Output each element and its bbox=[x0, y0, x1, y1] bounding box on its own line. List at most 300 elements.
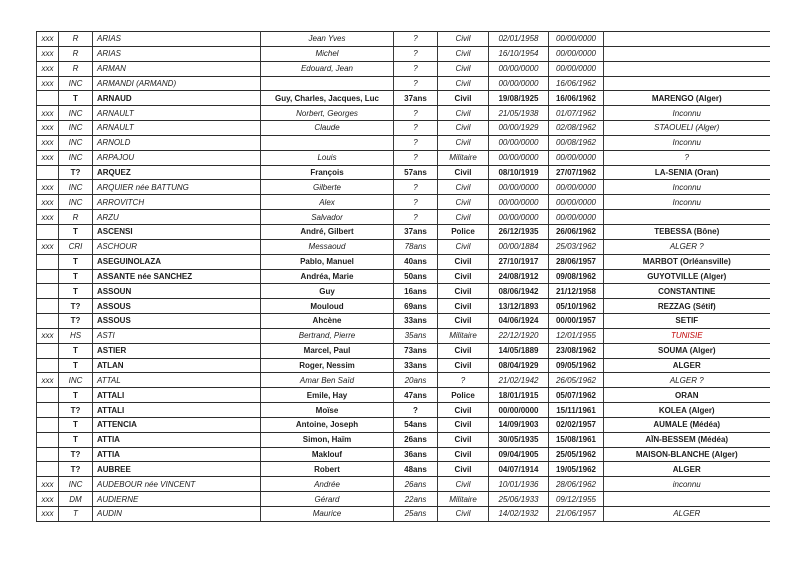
cell-flag bbox=[37, 284, 59, 299]
cell-death: 26/06/1962 bbox=[549, 224, 604, 239]
cell-place: TUNISIE bbox=[604, 328, 770, 343]
cell-flag: xxx bbox=[37, 477, 59, 492]
table-row bbox=[37, 254, 770, 269]
cell-flag bbox=[37, 91, 59, 106]
cell-status: R bbox=[59, 32, 93, 47]
cell-birth: 27/10/1917 bbox=[489, 254, 549, 269]
cell-death: 09/08/1962 bbox=[549, 269, 604, 284]
table-row bbox=[37, 224, 770, 239]
cell-birth: 02/01/1958 bbox=[489, 32, 549, 47]
cell-flag bbox=[37, 299, 59, 314]
cell-surname: ATTAL bbox=[93, 373, 261, 388]
cell-place bbox=[604, 210, 770, 225]
table-row bbox=[37, 135, 770, 150]
cell-birth: 21/05/1938 bbox=[489, 106, 549, 121]
cell-age: 37ans bbox=[394, 224, 438, 239]
cell-death: 09/05/1962 bbox=[549, 358, 604, 373]
cell-age: 36ans bbox=[394, 447, 438, 462]
cell-status: T bbox=[59, 432, 93, 447]
table-row bbox=[37, 46, 770, 61]
table-row bbox=[37, 462, 770, 477]
cell-firstname: Mouloud bbox=[261, 299, 394, 314]
cell-birth: 08/04/1929 bbox=[489, 358, 549, 373]
cell-status: CRI bbox=[59, 239, 93, 254]
table-row bbox=[37, 358, 770, 373]
cell-place: Inconnu bbox=[604, 180, 770, 195]
table-row bbox=[37, 284, 770, 299]
cell-place: SOUMA (Alger) bbox=[604, 343, 770, 358]
cell-surname: AUDEBOUR née VINCENT bbox=[93, 477, 261, 492]
cell-category: Civil bbox=[438, 314, 489, 329]
cell-category: Civil bbox=[438, 462, 489, 477]
cell-category: Civil bbox=[438, 343, 489, 358]
cell-firstname: Jean Yves bbox=[261, 32, 394, 47]
cell-status: T bbox=[59, 284, 93, 299]
table-row bbox=[37, 61, 770, 76]
cell-surname: ARQUEZ bbox=[93, 165, 261, 180]
cell-birth: 00/00/1929 bbox=[489, 121, 549, 136]
cell-surname: ASEGUINOLAZA bbox=[93, 254, 261, 269]
cell-age: 48ans bbox=[394, 462, 438, 477]
cell-surname: ASSOUS bbox=[93, 314, 261, 329]
table-row bbox=[37, 343, 770, 358]
cell-firstname: Alex bbox=[261, 195, 394, 210]
cell-place: STAOUELI (Alger) bbox=[604, 121, 770, 136]
cell-birth: 08/10/1919 bbox=[489, 165, 549, 180]
table-row bbox=[37, 328, 770, 343]
cell-birth: 14/09/1903 bbox=[489, 417, 549, 432]
cell-firstname: Claude bbox=[261, 121, 394, 136]
cell-flag: xxx bbox=[37, 180, 59, 195]
cell-firstname: Maurice bbox=[261, 507, 394, 522]
cell-category: Civil bbox=[438, 284, 489, 299]
cell-firstname: Gilberte bbox=[261, 180, 394, 195]
cell-firstname: Salvador bbox=[261, 210, 394, 225]
cell-status: INC bbox=[59, 121, 93, 136]
cell-death: 16/06/1962 bbox=[549, 76, 604, 91]
cell-flag: xxx bbox=[37, 46, 59, 61]
cell-surname: ATTENCIA bbox=[93, 417, 261, 432]
cell-flag: xxx bbox=[37, 106, 59, 121]
cell-surname: AUDIERNE bbox=[93, 492, 261, 507]
cell-firstname: Gérard bbox=[261, 492, 394, 507]
cell-flag bbox=[37, 269, 59, 284]
cell-flag: xxx bbox=[37, 373, 59, 388]
cell-birth: 14/02/1932 bbox=[489, 507, 549, 522]
cell-death: 21/06/1957 bbox=[549, 507, 604, 522]
cell-birth: 14/05/1889 bbox=[489, 343, 549, 358]
cell-place: ALGER ? bbox=[604, 239, 770, 254]
cell-place: CONSTANTINE bbox=[604, 284, 770, 299]
cell-birth: 13/12/1893 bbox=[489, 299, 549, 314]
cell-surname: ASTI bbox=[93, 328, 261, 343]
cell-flag bbox=[37, 462, 59, 477]
cell-place: MARBOT (Orléansville) bbox=[604, 254, 770, 269]
cell-category: Civil bbox=[438, 135, 489, 150]
cell-birth: 00/00/1884 bbox=[489, 239, 549, 254]
cell-surname: ARMANDI (ARMAND) bbox=[93, 76, 261, 91]
cell-birth: 00/00/0000 bbox=[489, 210, 549, 225]
cell-flag bbox=[37, 432, 59, 447]
cell-place bbox=[604, 61, 770, 76]
cell-status: HS bbox=[59, 328, 93, 343]
cell-flag: xxx bbox=[37, 507, 59, 522]
cell-flag bbox=[37, 314, 59, 329]
cell-firstname: André, Gilbert bbox=[261, 224, 394, 239]
cell-status: T bbox=[59, 417, 93, 432]
cell-place: REZZAG (Sétif) bbox=[604, 299, 770, 314]
cell-surname: ARZU bbox=[93, 210, 261, 225]
cell-place: AUMALE (Médéa) bbox=[604, 417, 770, 432]
cell-birth: 00/00/0000 bbox=[489, 135, 549, 150]
cell-death: 00/00/0000 bbox=[549, 32, 604, 47]
cell-death: 00/00/1957 bbox=[549, 314, 604, 329]
table-row bbox=[37, 507, 770, 522]
cell-place: ALGER ? bbox=[604, 373, 770, 388]
cell-surname: ARQUIER née BATTUNG bbox=[93, 180, 261, 195]
cell-status: T? bbox=[59, 447, 93, 462]
cell-status: INC bbox=[59, 195, 93, 210]
victims-table bbox=[36, 31, 770, 522]
cell-birth: 00/00/0000 bbox=[489, 76, 549, 91]
cell-status: T? bbox=[59, 462, 93, 477]
table-row bbox=[37, 314, 770, 329]
cell-surname: ASSOUS bbox=[93, 299, 261, 314]
cell-death: 19/05/1962 bbox=[549, 462, 604, 477]
cell-age: ? bbox=[394, 121, 438, 136]
cell-firstname: Moïse bbox=[261, 403, 394, 418]
cell-status: INC bbox=[59, 76, 93, 91]
cell-age: 35ans bbox=[394, 328, 438, 343]
cell-place: MARENGO (Alger) bbox=[604, 91, 770, 106]
cell-place: LA-SENIA (Oran) bbox=[604, 165, 770, 180]
cell-flag: xxx bbox=[37, 195, 59, 210]
cell-age: ? bbox=[394, 403, 438, 418]
cell-firstname: Edouard, Jean bbox=[261, 61, 394, 76]
cell-flag bbox=[37, 343, 59, 358]
cell-flag bbox=[37, 417, 59, 432]
cell-age: 47ans bbox=[394, 388, 438, 403]
cell-place: GUYOTVILLE (Alger) bbox=[604, 269, 770, 284]
cell-place bbox=[604, 32, 770, 47]
cell-status: R bbox=[59, 61, 93, 76]
table-row bbox=[37, 373, 770, 388]
cell-place: inconnu bbox=[604, 477, 770, 492]
cell-flag bbox=[37, 447, 59, 462]
cell-status: INC bbox=[59, 373, 93, 388]
cell-category: Civil bbox=[438, 180, 489, 195]
cell-birth: 00/00/0000 bbox=[489, 61, 549, 76]
cell-birth: 18/01/1915 bbox=[489, 388, 549, 403]
cell-flag: xxx bbox=[37, 32, 59, 47]
cell-death: 25/05/1962 bbox=[549, 447, 604, 462]
cell-age: ? bbox=[394, 180, 438, 195]
cell-category: Civil bbox=[438, 403, 489, 418]
cell-place bbox=[604, 46, 770, 61]
cell-status: T bbox=[59, 388, 93, 403]
cell-age: ? bbox=[394, 150, 438, 165]
cell-category: Civil bbox=[438, 477, 489, 492]
cell-category: Civil bbox=[438, 165, 489, 180]
cell-age: 69ans bbox=[394, 299, 438, 314]
cell-status: T? bbox=[59, 403, 93, 418]
cell-category: Civil bbox=[438, 358, 489, 373]
cell-category: Civil bbox=[438, 106, 489, 121]
cell-surname: ATTALI bbox=[93, 388, 261, 403]
table-row bbox=[37, 165, 770, 180]
cell-death: 12/01/1955 bbox=[549, 328, 604, 343]
cell-flag bbox=[37, 165, 59, 180]
cell-category: Civil bbox=[438, 269, 489, 284]
cell-category: Civil bbox=[438, 195, 489, 210]
cell-age: 26ans bbox=[394, 477, 438, 492]
cell-place: ORAN bbox=[604, 388, 770, 403]
cell-death: 00/00/0000 bbox=[549, 195, 604, 210]
cell-age: 37ans bbox=[394, 91, 438, 106]
cell-firstname: François bbox=[261, 165, 394, 180]
cell-death: 26/05/1962 bbox=[549, 373, 604, 388]
cell-category: Civil bbox=[438, 46, 489, 61]
cell-status: R bbox=[59, 210, 93, 225]
cell-firstname: Ahcène bbox=[261, 314, 394, 329]
cell-firstname bbox=[261, 135, 394, 150]
cell-age: 33ans bbox=[394, 314, 438, 329]
cell-age: 33ans bbox=[394, 358, 438, 373]
cell-category: Militaire bbox=[438, 328, 489, 343]
cell-status: DM bbox=[59, 492, 93, 507]
table-row bbox=[37, 447, 770, 462]
cell-age: ? bbox=[394, 46, 438, 61]
cell-category: Civil bbox=[438, 432, 489, 447]
cell-status: INC bbox=[59, 477, 93, 492]
cell-birth: 00/00/0000 bbox=[489, 195, 549, 210]
cell-surname: ATTALI bbox=[93, 403, 261, 418]
cell-firstname: Amar Ben Saïd bbox=[261, 373, 394, 388]
cell-age: 26ans bbox=[394, 432, 438, 447]
cell-birth: 30/05/1935 bbox=[489, 432, 549, 447]
cell-category: Militaire bbox=[438, 492, 489, 507]
cell-status: T? bbox=[59, 165, 93, 180]
cell-flag bbox=[37, 403, 59, 418]
cell-place: Inconnu bbox=[604, 195, 770, 210]
cell-category: Civil bbox=[438, 61, 489, 76]
cell-age: ? bbox=[394, 135, 438, 150]
cell-death: 16/06/1962 bbox=[549, 91, 604, 106]
table-row bbox=[37, 492, 770, 507]
cell-death: 00/00/0000 bbox=[549, 150, 604, 165]
cell-place bbox=[604, 492, 770, 507]
cell-status: T bbox=[59, 358, 93, 373]
cell-surname: ARPAJOU bbox=[93, 150, 261, 165]
cell-place: ? bbox=[604, 150, 770, 165]
cell-death: 28/06/1957 bbox=[549, 254, 604, 269]
cell-birth: 26/12/1935 bbox=[489, 224, 549, 239]
cell-category: Militaire bbox=[438, 150, 489, 165]
table-row bbox=[37, 91, 770, 106]
cell-age: 50ans bbox=[394, 269, 438, 284]
cell-death: 23/08/1962 bbox=[549, 343, 604, 358]
cell-place: ALGER bbox=[604, 358, 770, 373]
cell-flag: xxx bbox=[37, 492, 59, 507]
cell-firstname: Maklouf bbox=[261, 447, 394, 462]
cell-death: 00/00/0000 bbox=[549, 180, 604, 195]
cell-category: Civil bbox=[438, 299, 489, 314]
cell-surname: ARIAS bbox=[93, 46, 261, 61]
cell-status: INC bbox=[59, 106, 93, 121]
table-row bbox=[37, 477, 770, 492]
cell-birth: 00/00/0000 bbox=[489, 180, 549, 195]
cell-surname: ASSOUN bbox=[93, 284, 261, 299]
cell-firstname: Messaoud bbox=[261, 239, 394, 254]
cell-surname: ASCHOUR bbox=[93, 239, 261, 254]
cell-flag: xxx bbox=[37, 328, 59, 343]
cell-status: R bbox=[59, 46, 93, 61]
cell-death: 25/03/1962 bbox=[549, 239, 604, 254]
cell-age: 16ans bbox=[394, 284, 438, 299]
cell-firstname: Michel bbox=[261, 46, 394, 61]
cell-firstname: Simon, Haïm bbox=[261, 432, 394, 447]
cell-age: ? bbox=[394, 106, 438, 121]
cell-firstname: Antoine, Joseph bbox=[261, 417, 394, 432]
table-row bbox=[37, 210, 770, 225]
cell-surname: ARMAN bbox=[93, 61, 261, 76]
table-row bbox=[37, 299, 770, 314]
cell-flag: xxx bbox=[37, 121, 59, 136]
cell-status: T bbox=[59, 224, 93, 239]
cell-death: 21/12/1958 bbox=[549, 284, 604, 299]
cell-surname: ARIAS bbox=[93, 32, 261, 47]
cell-firstname: Louis bbox=[261, 150, 394, 165]
cell-surname: ARNOLD bbox=[93, 135, 261, 150]
cell-place: SETIF bbox=[604, 314, 770, 329]
cell-category: Police bbox=[438, 224, 489, 239]
cell-status: INC bbox=[59, 135, 93, 150]
cell-place: AÏN-BESSEM (Médéa) bbox=[604, 432, 770, 447]
table-row bbox=[37, 106, 770, 121]
table-row bbox=[37, 239, 770, 254]
cell-status: T bbox=[59, 269, 93, 284]
cell-age: 54ans bbox=[394, 417, 438, 432]
cell-category: Civil bbox=[438, 91, 489, 106]
cell-age: 25ans bbox=[394, 507, 438, 522]
cell-surname: ATLAN bbox=[93, 358, 261, 373]
cell-category: Civil bbox=[438, 76, 489, 91]
cell-category: ? bbox=[438, 373, 489, 388]
cell-flag bbox=[37, 254, 59, 269]
cell-flag bbox=[37, 224, 59, 239]
table-row bbox=[37, 269, 770, 284]
cell-age: 78ans bbox=[394, 239, 438, 254]
cell-category: Civil bbox=[438, 210, 489, 225]
victims-table-body bbox=[37, 32, 770, 522]
cell-age: 73ans bbox=[394, 343, 438, 358]
cell-firstname: Pablo, Manuel bbox=[261, 254, 394, 269]
cell-age: 22ans bbox=[394, 492, 438, 507]
cell-age: ? bbox=[394, 32, 438, 47]
cell-firstname: Andréa, Marie bbox=[261, 269, 394, 284]
table-row bbox=[37, 180, 770, 195]
cell-firstname: Andrée bbox=[261, 477, 394, 492]
cell-birth: 10/01/1936 bbox=[489, 477, 549, 492]
cell-flag: xxx bbox=[37, 135, 59, 150]
cell-firstname bbox=[261, 76, 394, 91]
cell-surname: ASCENSI bbox=[93, 224, 261, 239]
cell-birth: 00/00/0000 bbox=[489, 150, 549, 165]
cell-status: INC bbox=[59, 180, 93, 195]
cell-surname: ASSANTE née SANCHEZ bbox=[93, 269, 261, 284]
table-row bbox=[37, 195, 770, 210]
cell-surname: ATTIA bbox=[93, 432, 261, 447]
cell-category: Civil bbox=[438, 254, 489, 269]
cell-status: INC bbox=[59, 150, 93, 165]
cell-category: Civil bbox=[438, 32, 489, 47]
cell-category: Civil bbox=[438, 239, 489, 254]
cell-flag bbox=[37, 388, 59, 403]
cell-death: 01/07/1962 bbox=[549, 106, 604, 121]
cell-age: ? bbox=[394, 61, 438, 76]
cell-death: 28/06/1962 bbox=[549, 477, 604, 492]
cell-place: MAISON-BLANCHE (Alger) bbox=[604, 447, 770, 462]
cell-birth: 00/00/0000 bbox=[489, 403, 549, 418]
cell-flag: xxx bbox=[37, 239, 59, 254]
cell-death: 00/00/0000 bbox=[549, 210, 604, 225]
cell-death: 02/02/1957 bbox=[549, 417, 604, 432]
cell-firstname: Bertrand, Pierre bbox=[261, 328, 394, 343]
cell-status: T? bbox=[59, 299, 93, 314]
cell-flag: xxx bbox=[37, 76, 59, 91]
cell-birth: 08/06/1942 bbox=[489, 284, 549, 299]
cell-surname: ARNAULT bbox=[93, 106, 261, 121]
cell-age: ? bbox=[394, 76, 438, 91]
cell-surname: ATTIA bbox=[93, 447, 261, 462]
cell-death: 09/12/1955 bbox=[549, 492, 604, 507]
cell-status: T bbox=[59, 254, 93, 269]
cell-flag: xxx bbox=[37, 61, 59, 76]
cell-surname: ARNAUD bbox=[93, 91, 261, 106]
table-row bbox=[37, 388, 770, 403]
cell-firstname: Roger, Nessim bbox=[261, 358, 394, 373]
cell-firstname: Marcel, Paul bbox=[261, 343, 394, 358]
cell-firstname: Norbert, Georges bbox=[261, 106, 394, 121]
cell-firstname: Guy, Charles, Jacques, Luc bbox=[261, 91, 394, 106]
table-row bbox=[37, 403, 770, 418]
cell-birth: 25/06/1933 bbox=[489, 492, 549, 507]
cell-birth: 04/06/1924 bbox=[489, 314, 549, 329]
cell-place: Inconnu bbox=[604, 135, 770, 150]
cell-flag: xxx bbox=[37, 210, 59, 225]
cell-category: Police bbox=[438, 388, 489, 403]
table-row bbox=[37, 417, 770, 432]
cell-birth: 21/02/1942 bbox=[489, 373, 549, 388]
cell-birth: 16/10/1954 bbox=[489, 46, 549, 61]
cell-birth: 04/07/1914 bbox=[489, 462, 549, 477]
cell-place: TEBESSA (Bône) bbox=[604, 224, 770, 239]
cell-age: 40ans bbox=[394, 254, 438, 269]
cell-firstname: Emile, Hay bbox=[261, 388, 394, 403]
cell-surname: ASTIER bbox=[93, 343, 261, 358]
cell-place: ALGER bbox=[604, 462, 770, 477]
table-row bbox=[37, 76, 770, 91]
cell-status: T bbox=[59, 343, 93, 358]
cell-surname: ARROVITCH bbox=[93, 195, 261, 210]
cell-death: 00/00/0000 bbox=[549, 61, 604, 76]
cell-status: T bbox=[59, 91, 93, 106]
cell-age: ? bbox=[394, 210, 438, 225]
cell-age: 57ans bbox=[394, 165, 438, 180]
cell-place: KOLEA (Alger) bbox=[604, 403, 770, 418]
cell-firstname: Robert bbox=[261, 462, 394, 477]
cell-death: 05/10/1962 bbox=[549, 299, 604, 314]
